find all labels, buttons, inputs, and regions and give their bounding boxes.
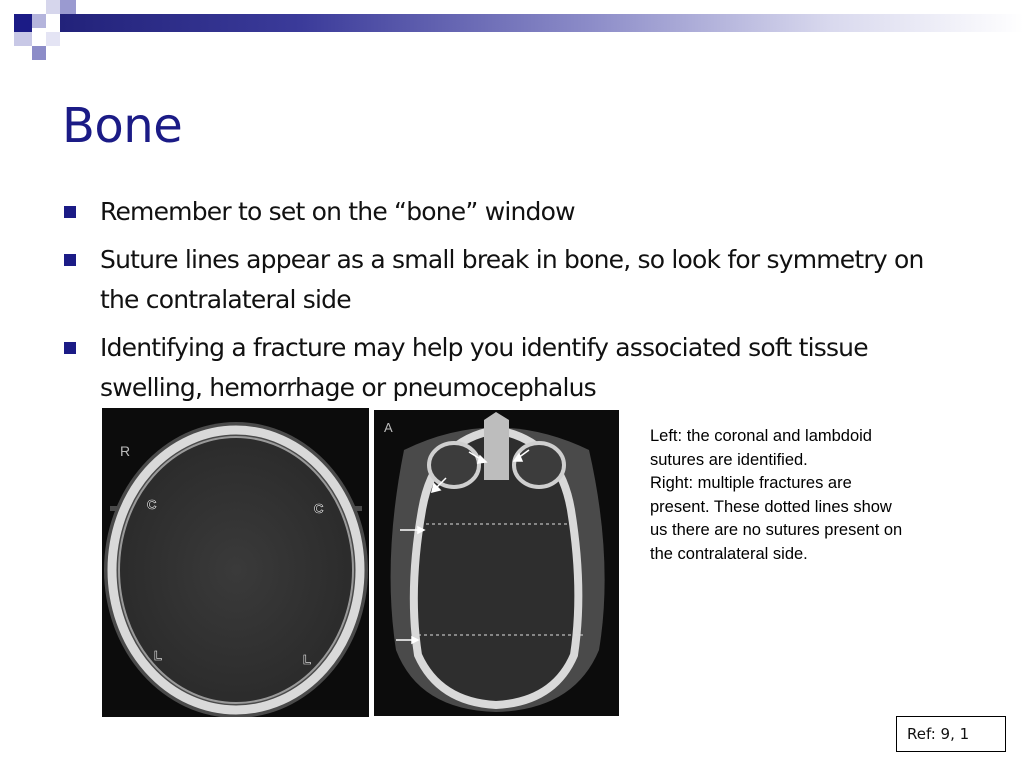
bullet-text: Identifying a fracture may help you identify associated soft tissue swelling, hemorrhage or pneumocephalus [100, 333, 868, 402]
scan-label-r: R [120, 443, 131, 459]
deco-square [60, 0, 76, 14]
square-bullet-icon [64, 342, 76, 354]
caption-right-text: Right: multiple fractures are present. These dotted lines show us there are no sutures present on the contralateral side. [650, 474, 903, 563]
scan-label-c-right: C [314, 501, 324, 516]
deco-square [14, 32, 32, 46]
scan-label-l-right: L [303, 652, 311, 667]
deco-square [32, 46, 46, 60]
ct-scan-right-drawing [374, 410, 619, 716]
bullet-item [62, 328, 962, 408]
caption-left-text: Left: the coronal and lambdoid sutures are identified. [650, 427, 872, 469]
square-bullet-icon [64, 254, 76, 266]
scan-label-c-left: C [147, 497, 157, 512]
header-decoration [0, 0, 1024, 70]
reference-box: Ref: 9, 1 [896, 716, 1006, 752]
ct-scan-fractures-image [374, 410, 619, 716]
scan-label-a: A [384, 420, 393, 435]
image-caption [650, 425, 910, 566]
ct-scan-sutures-image [102, 408, 369, 717]
header-gradient-bar [60, 14, 1024, 32]
bullet-text: Remember to set on the “bone” window [100, 197, 575, 226]
bullet-list [62, 192, 962, 416]
square-bullet-icon [64, 206, 76, 218]
deco-square [46, 0, 60, 14]
bullet-item [62, 240, 962, 320]
deco-square [46, 32, 60, 46]
bullet-text: Suture lines appear as a small break in bone, so look for symmetry on the contralateral side [100, 245, 924, 314]
slide-title: Bone [62, 98, 183, 154]
deco-square [32, 14, 46, 28]
scan-label-l-left: L [154, 648, 162, 663]
bullet-item [62, 192, 962, 232]
deco-square [14, 14, 32, 32]
ct-scan-left-drawing [102, 408, 369, 717]
